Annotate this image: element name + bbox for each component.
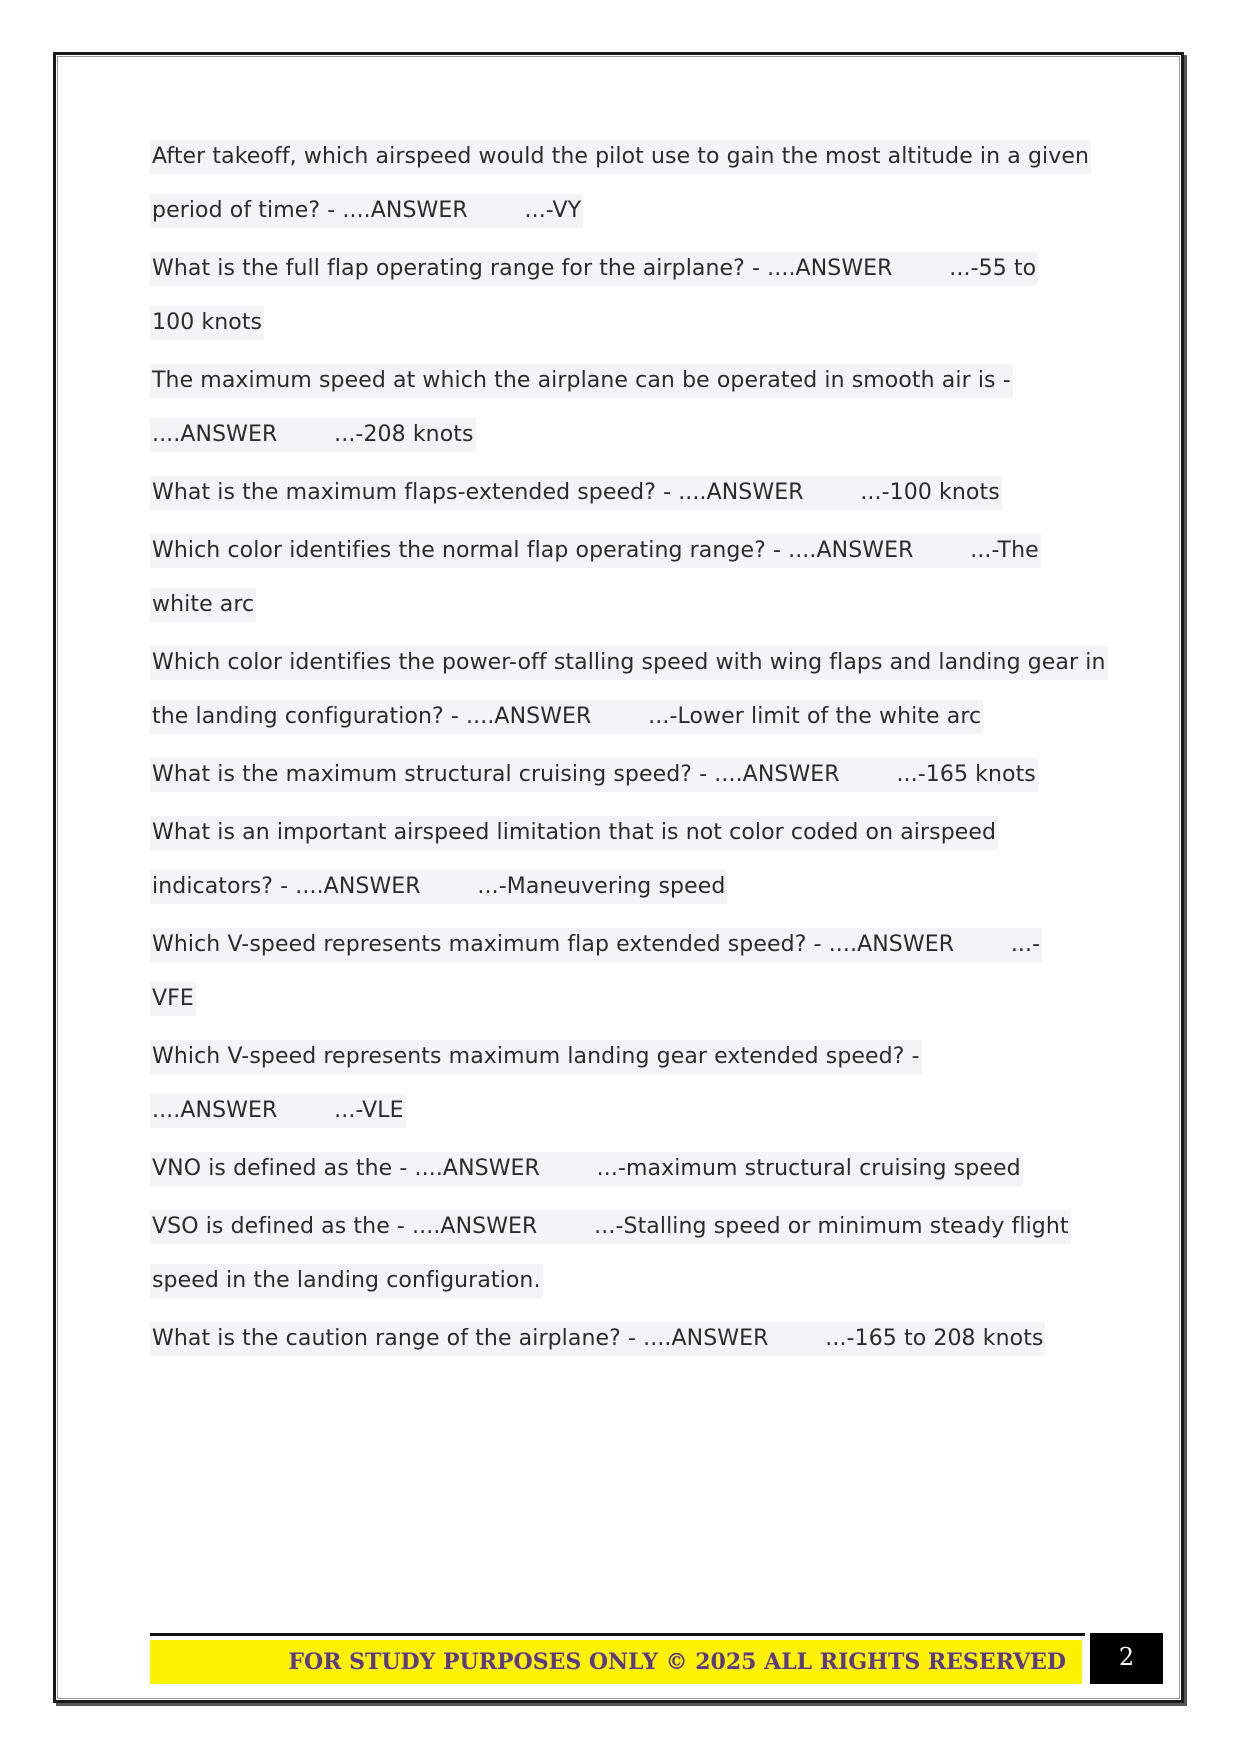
qa-line <box>150 1210 1090 1244</box>
page-number: 2 <box>1090 1633 1163 1684</box>
qa-item <box>150 534 1090 622</box>
qa-line-text: Which color identifies the power-off stalling speed with wing flaps and landing gear in <box>150 646 1108 680</box>
qa-line <box>150 194 1090 228</box>
qa-line <box>150 588 1090 622</box>
qa-line-text: What is the maximum structural cruising speed? - ....ANSWER ...-165 knots <box>150 758 1038 792</box>
qa-line-text: Which color identifies the normal flap operating range? - ....ANSWER ...-The <box>150 534 1041 568</box>
footer <box>150 1633 1162 1688</box>
qa-line-text: After takeoff, which airspeed would the pilot use to gain the most altitude in a given <box>150 140 1091 174</box>
qa-line-text: VSO is defined as the - ....ANSWER ...-Stalling speed or minimum steady flight <box>150 1210 1071 1244</box>
qa-item <box>150 646 1106 734</box>
qa-line <box>150 476 1090 510</box>
footer-banner <box>150 1640 1082 1684</box>
qa-line-text: What is an important airspeed limitation that is not color coded on airspeed <box>150 816 998 850</box>
qa-line <box>150 418 1090 452</box>
qa-line-text: white arc <box>150 588 256 622</box>
qa-list <box>150 140 1106 1356</box>
qa-item <box>150 1040 1090 1128</box>
qa-item <box>150 1322 1090 1356</box>
qa-line-text: ....ANSWER ...-208 knots <box>150 418 476 452</box>
qa-line <box>150 1322 1090 1356</box>
qa-line-text: speed in the landing configuration. <box>150 1264 543 1298</box>
qa-item <box>150 816 1090 904</box>
qa-line-text: What is the caution range of the airplane? - ....ANSWER ...-165 to 208 knots <box>150 1322 1045 1356</box>
qa-line <box>150 1264 1090 1298</box>
qa-line <box>150 534 1090 568</box>
qa-line <box>150 928 1090 962</box>
qa-item <box>150 476 1090 510</box>
qa-line <box>150 982 1090 1016</box>
qa-line-text: The maximum speed at which the airplane can be operated in smooth air is - <box>150 364 1013 398</box>
qa-line-text: VNO is defined as the - ....ANSWER ...-maximum structural cruising speed <box>150 1152 1023 1186</box>
qa-line <box>150 364 1090 398</box>
qa-line <box>150 700 1090 734</box>
qa-item <box>150 1210 1090 1298</box>
footer-rule <box>150 1633 1085 1636</box>
qa-line <box>150 646 1106 680</box>
qa-item <box>150 928 1090 1016</box>
qa-item <box>150 140 1090 228</box>
qa-item <box>150 364 1090 452</box>
qa-line <box>150 140 1090 174</box>
qa-line-text: 100 knots <box>150 306 264 340</box>
qa-item <box>150 758 1090 792</box>
qa-line-text: ....ANSWER ...-VLE <box>150 1094 406 1128</box>
qa-line <box>150 252 1090 286</box>
qa-line-text: the landing configuration? - ....ANSWER ...-Lower limit of the white arc <box>150 700 983 734</box>
qa-line-text: VFE <box>150 982 196 1016</box>
footer-text: FOR STUDY PURPOSES ONLY © 2025 ALL RIGHTS RESERVED <box>288 1649 1066 1675</box>
qa-line <box>150 1040 1090 1074</box>
qa-line <box>150 306 1090 340</box>
qa-content <box>150 140 1106 1380</box>
qa-line <box>150 1152 1090 1186</box>
qa-line-text: What is the full flap operating range for the airplane? - ....ANSWER ...-55 to <box>150 252 1038 286</box>
qa-line <box>150 816 1090 850</box>
qa-line-text: What is the maximum flaps-extended speed? - ....ANSWER ...-100 knots <box>150 476 1002 510</box>
qa-line <box>150 870 1090 904</box>
qa-item <box>150 252 1090 340</box>
qa-line <box>150 758 1090 792</box>
qa-item <box>150 1152 1090 1186</box>
qa-line-text: Which V-speed represents maximum flap extended speed? - ....ANSWER ...- <box>150 928 1042 962</box>
qa-line-text: indicators? - ....ANSWER ...-Maneuvering speed <box>150 870 727 904</box>
qa-line <box>150 1094 1090 1128</box>
qa-line-text: period of time? - ....ANSWER ...-VY <box>150 194 583 228</box>
qa-line-text: Which V-speed represents maximum landing gear extended speed? - <box>150 1040 922 1074</box>
